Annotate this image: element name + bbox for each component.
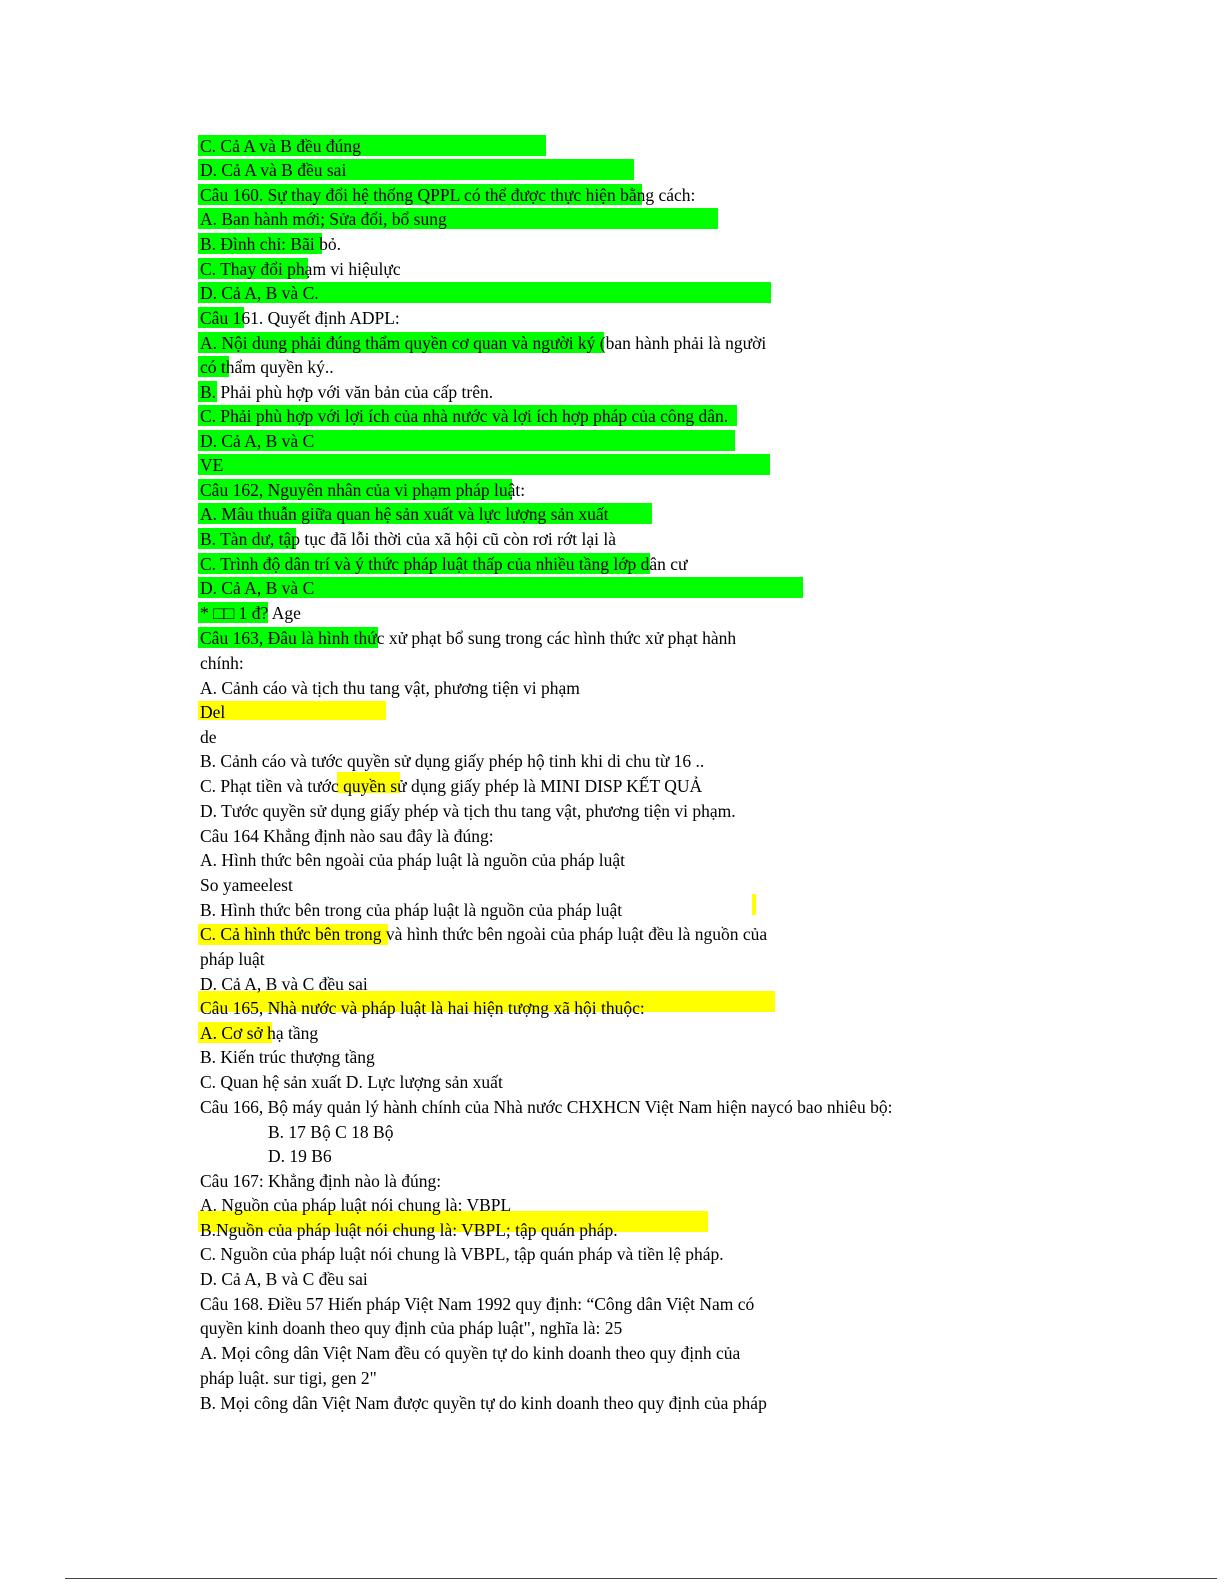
answer-c: C. Phải phù hợp với lợi ích của nhà nước và lợi ích hợp pháp của công dân. [200,406,729,426]
answer-a: A. Ban hành mới; Sửa đổi, bổ sung [200,209,447,229]
answer-a-continued: có thẩm quyền ký.. [200,357,334,377]
answer-d: D. Cả A và B đều sai [200,160,347,180]
question-163: Câu 163, Đâu là hình thức xử phạt bổ sung trong các hình thức xử phạt hành [200,628,737,648]
question-168: Câu 168. Điều 57 Hiến pháp Việt Nam 1992 quy định: “Công dân Việt Nam có [200,1294,755,1314]
answer-c-d: C. Quan hệ sản xuất D. Lực lượng sản xuất [200,1072,503,1092]
stray-text: So yameelest [200,875,293,895]
highlight-yellow [752,894,756,915]
answer-b: B. Cảnh cáo và tước quyền sử dụng giấy phép hộ tinh khi di chu từ 16 .. [200,751,705,771]
answer-b: B.Nguồn của pháp luật nói chung là: VBPL; tập quán pháp. [200,1220,618,1240]
answer-b: B. Tàn dư, tập tục đã lỗi thời của xã hội cũ còn rơi rớt lại là [200,529,616,549]
question-165: Câu 165, Nhà nước và pháp luật là hai hiện tượng xã hội thuộc: [200,998,645,1018]
question-163-continued: chính: [200,653,244,673]
answer-c: C. Phạt tiền và tước quyền sử dụng giấy phép là MINI DISP KẾT QUẢ [200,776,703,796]
highlight-yellow [198,701,386,720]
answer-d: D. Cả A, B và C [200,578,315,598]
answer-a: A. Cơ sở hạ tầng [200,1023,319,1043]
answer-d: D. Cả A, B và C đều sai [200,974,368,994]
stray-text: VE [200,455,224,475]
answer-a: A. Nội dung phải đúng thẩm quyền cơ quan và người ký (ban hành phải là người [200,333,767,353]
answer-d: D. Cả A, B và C [200,431,315,451]
answer-b-c: B. 17 Bộ C 18 Bộ [268,1122,394,1142]
answer-a: A. Mâu thuẫn giữa quan hệ sản xuất và lực lượng sản xuất [200,504,609,524]
answer-a: A. Cảnh cáo và tịch thu tang vật, phương tiện vi phạm [200,678,580,698]
question-161: Câu 161. Quyết định ADPL: [200,308,400,328]
answer-b: B. Phải phù hợp với văn bản của cấp trên. [200,382,494,402]
answer-a: A. Nguồn của pháp luật nói chung là: VBPL [200,1195,512,1215]
highlight-green [198,454,770,475]
question-166: Câu 166, Bộ máy quản lý hành chính của Nhà nước CHXHCN Việt Nam hiện naycó bao nhiêu bộ: [200,1097,893,1117]
answer-d: D. Tước quyền sử dụng giấy phép và tịch thu tang vật, phương tiện vi phạm. [200,801,736,821]
answer-c: C. Nguồn của pháp luật nói chung là VBPL, tập quán pháp và tiền lệ pháp. [200,1244,724,1264]
question-168-continued: quyền kinh doanh theo quy định của pháp luật", nghĩa là: 25 [200,1318,623,1338]
answer-c: C. Cả A và B đều đúng [200,136,361,156]
page-bottom-rule [65,1578,1217,1579]
answer-d: D. Cả A, B và C đều sai [200,1269,368,1289]
answer-d: D. 19 B6 [268,1146,332,1166]
stray-text: de [200,727,217,747]
answer-a: A. Hình thức bên ngoài của pháp luật là nguồn của pháp luật [200,850,625,870]
answer-c: C. Cả hình thức bên trong và hình thức bên ngoài của pháp luật đều là nguồn của [200,924,768,944]
answer-b: B. Mọi công dân Việt Nam được quyền tự do kinh doanh theo quy định của pháp [200,1393,767,1413]
answer-d: D. Cả A, B và C. [200,283,319,303]
question-162: Câu 162, Nguyên nhân của vi phạm pháp luật: [200,480,526,500]
stray-text: Del [200,702,226,722]
answer-b: B. Hình thức bên trong của pháp luật là nguồn của pháp luật [200,900,623,920]
answer-c-continued: pháp luật [200,949,265,969]
answer-a-continued: pháp luật. sur tigi, gen 2" [200,1368,377,1388]
answer-b: B. Đình chỉ: Bãi bỏ. [200,234,341,254]
question-167: Câu 167: Khẳng định nào là đúng: [200,1171,442,1191]
answer-b: B. Kiến trúc thượng tầng [200,1047,375,1067]
question-164: Câu 164 Khẳng định nào sau đây là đúng: [200,826,494,846]
answer-c: C. Thay đổi phạm vi hiệulực [200,259,401,279]
answer-c: C. Trình độ dân trí và ý thức pháp luật thấp của nhiều tầng lớp dân cư [200,554,688,574]
stray-text: * □□ 1 đ? Age [200,603,301,623]
answer-a: A. Mọi công dân Việt Nam đều có quyền tự do kinh doanh theo quy định của [200,1343,741,1363]
question-160: Câu 160. Sự thay đổi hệ thống QPPL có thể được thực hiện bằng cách: [200,185,696,205]
